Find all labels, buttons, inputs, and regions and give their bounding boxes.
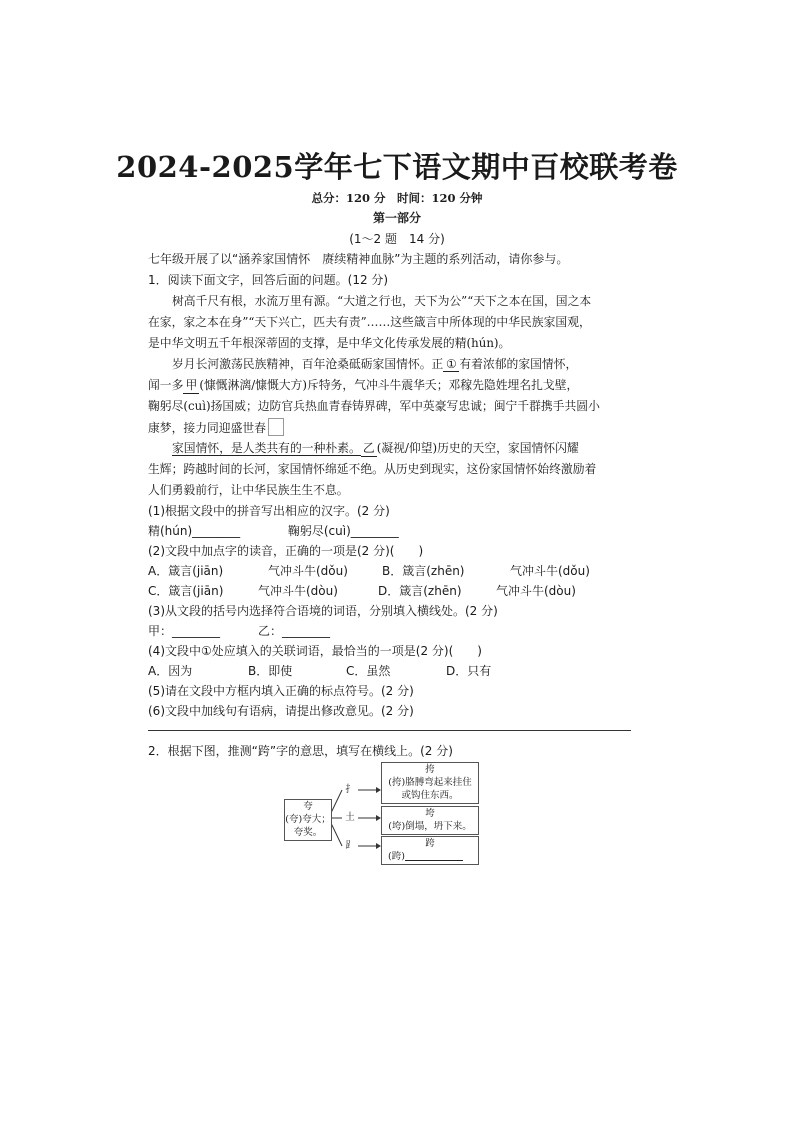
- q1-stem: 1．阅读下面文字，回答后面的问题。(12 分): [148, 273, 389, 287]
- option-a-2: 气冲斗牛(dǒu): [268, 564, 348, 578]
- target-desc: (垮)倒塌，坍下来。: [388, 821, 472, 832]
- option-b-1[interactable]: B．箴言(zhēn): [382, 564, 465, 578]
- passage-text: (慷慨淋漓/慷慨大方)斥特务，气冲斗牛震华夭；邓稼先隐姓埋名扎戈壁，: [199, 378, 579, 392]
- sub2-stem: (2)文段中加点字的读音，正确的一项是(2 分)( ): [148, 544, 424, 558]
- sub3-answer-jia[interactable]: 甲：________: [148, 624, 221, 638]
- target-char: 挎: [425, 764, 435, 775]
- passage-text: 闻一多: [148, 378, 184, 392]
- target-box-kua-hand: [381, 762, 479, 804]
- part-range: (1～2 题 14 分): [349, 232, 445, 246]
- source-meaning-1: (夸)夸大；: [285, 814, 331, 825]
- q2-stem: 2．根据下图，推测“跨”字的意思，填写在横线上。(2 分): [148, 744, 453, 758]
- intro-text: 七年级开展了以“涵养家国情怀 赓续精神血脉”为主题的系列活动，请你参与。: [148, 252, 569, 266]
- sub4-stem: (4)文段中①处应填入的关联词语，最恰当的一项是(2 分)( ): [148, 644, 482, 658]
- radical-hand: 扌: [345, 784, 355, 795]
- sub4-option-a[interactable]: A．因为: [148, 664, 193, 678]
- target-desc-line: [382, 850, 478, 863]
- sub4-option-c[interactable]: C．虽然: [346, 664, 391, 678]
- exam-title: 2024-2025学年七下语文期中百校联考卷: [116, 150, 678, 184]
- circle-mark-1: ①: [446, 357, 457, 371]
- target-char: 垮: [425, 808, 435, 819]
- sub1-answer-a[interactable]: 精(hún)________: [148, 524, 241, 538]
- source-char: 夸: [303, 801, 313, 812]
- source-meaning-2: 夸奖。: [293, 827, 323, 838]
- radical-earth: 土: [345, 812, 355, 823]
- option-d-2: 气冲斗牛(dòu): [496, 584, 576, 598]
- passage-text: (凝视/仰望)历史的天空，家国情怀闪耀: [376, 441, 579, 455]
- option-c-2: 气冲斗牛(dòu): [258, 584, 338, 598]
- part-heading: 第一部分: [372, 211, 421, 225]
- sub3-stem: (3)从文段的括号内选择符合语境的词语，分别填入横线处。(2 分): [148, 604, 498, 618]
- passage-line: 是中华文明五千年根深蒂固的支撑，是中华文化传承发展的精(hún)。: [148, 336, 511, 350]
- sub4-option-d[interactable]: D．只有: [446, 664, 492, 678]
- passage-line: 鞠躬尽(cuì)扬国威；边防官兵热血青春铸界碑，军中英豪写忠诚；闽宁千群携手共圆小: [148, 399, 600, 413]
- passage-text: 岁月长河激荡民族精神，百年沧桑砥砺家国情怀。正: [172, 357, 444, 371]
- sub5-stem: (5)请在文段中方框内填入正确的标点符号。(2 分): [148, 684, 414, 698]
- source-char-box: [284, 799, 332, 841]
- score-time: 总分：120 分 时间：120 分钟: [311, 191, 483, 205]
- target-desc: 或钩住东西。: [401, 790, 459, 801]
- option-c-1[interactable]: C．箴言(jiān): [148, 584, 224, 598]
- target-desc: (跨): [388, 851, 405, 862]
- target-box-kua-foot: [381, 836, 479, 865]
- target-box-kua-earth: [381, 806, 479, 835]
- yi-mark: 乙: [362, 441, 375, 455]
- passage-line: 人们勇毅前行，让中华民族生生不息。: [148, 483, 349, 497]
- option-d-1[interactable]: D．箴言(zhēn): [378, 584, 462, 598]
- radical-foot: ⻊: [345, 840, 355, 851]
- target-char: 跨: [425, 838, 435, 849]
- target-desc: (挎)胳膊弯起来挂住: [388, 777, 472, 788]
- sub6-stem: (6)文段中加线句有语病，请提出修改意见。(2 分): [148, 704, 414, 718]
- passage-text: 有着浓郁的家国情怀，: [459, 357, 578, 371]
- jia-mark: 甲: [185, 378, 198, 392]
- underlined-sentence: 家国情怀，是人类共有的一种朴素。: [172, 441, 361, 455]
- passage-text: 康梦，接力同迎盛世春: [148, 421, 266, 435]
- option-a-1[interactable]: A．箴言(jiān): [148, 564, 224, 578]
- kua-meaning-blank[interactable]: [405, 851, 463, 861]
- passage-line: 在家，家之本在身”“天下兴亡，匹夫有责”……这些箴言中所体现的中华民族家国观，: [148, 315, 591, 329]
- sub4-option-b[interactable]: B．即使: [248, 664, 293, 678]
- passage-line: 树高千尺有根，水流万里有源。“大道之行也，天下为公”“天下之本在国，国之本: [172, 294, 592, 308]
- sub1-answer-b[interactable]: 鞠躬尽(cuì)________: [287, 524, 399, 538]
- option-b-2: 气冲斗牛(dǒu): [510, 564, 590, 578]
- passage-line: 生辉；跨越时间的长河，家国情怀绵延不绝。从历史到现实，这份家国情怀始终激励着: [148, 462, 597, 476]
- sub1-stem: (1)根据文段中的拼音写出相应的汉字。(2 分): [148, 504, 390, 518]
- sub3-answer-yi[interactable]: 乙：________: [258, 624, 331, 638]
